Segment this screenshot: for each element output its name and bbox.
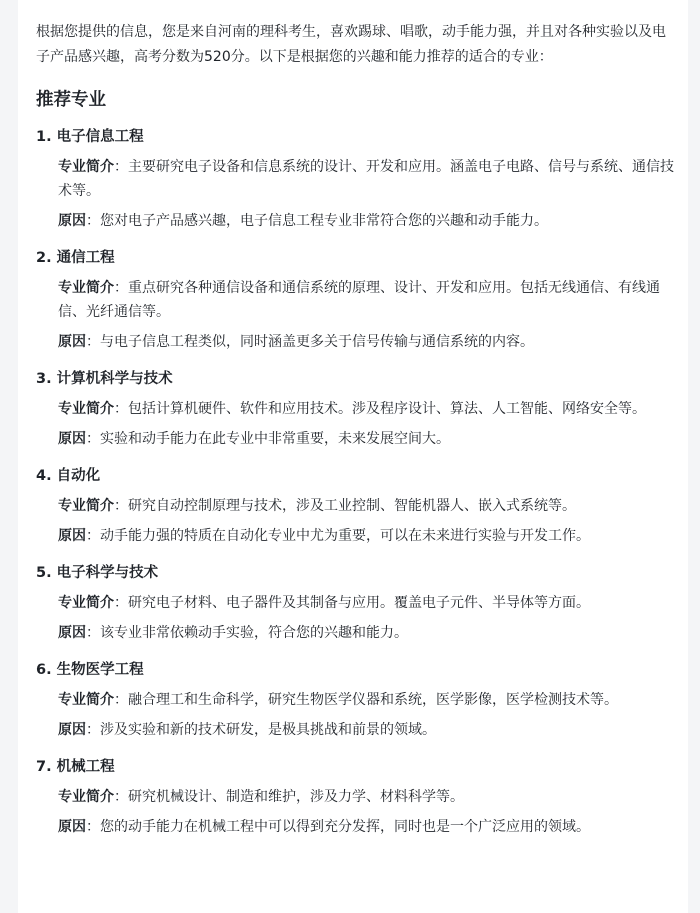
major-intro — [58, 688, 674, 712]
reason-key: 原因 — [58, 819, 86, 835]
major-title: 1. 电子信息工程 — [36, 129, 144, 145]
intro-value: 包括计算机硬件、软件和应用技术。涉及程序设计、算法、人工智能、网络安全等。 — [128, 401, 646, 417]
reason-value: 实验和动手能力在此专业中非常重要，未来发展空间大。 — [100, 431, 450, 447]
reason-sep: ： — [86, 213, 100, 229]
major-intro — [58, 785, 674, 809]
major-reason — [58, 427, 674, 451]
majors-list — [36, 126, 674, 839]
section-title: 推荐专业 — [36, 90, 106, 110]
reason-key: 原因 — [58, 528, 86, 544]
reason-value: 您的动手能力在机械工程中可以得到充分发挥，同时也是一个广泛应用的领域。 — [100, 819, 590, 835]
intro-sep: ： — [114, 692, 128, 708]
major-reason — [58, 209, 674, 233]
reason-sep: ： — [86, 819, 100, 835]
intro-sep: ： — [114, 280, 128, 296]
reason-key: 原因 — [58, 722, 86, 738]
intro-value: 融合理工和生命科学，研究生物医学仪器和系统，医学影像，医学检测技术等。 — [128, 692, 618, 708]
major-intro — [58, 276, 674, 324]
intro-value: 重点研究各种通信设备和通信系统的原理、设计、开发和应用。包括无线通信、有线通信、光纤通信等。 — [58, 280, 660, 320]
reason-key: 原因 — [58, 625, 86, 641]
reason-value: 您对电子产品感兴趣，电子信息工程专业非常符合您的兴趣和动手能力。 — [100, 213, 548, 229]
intro-key: 专业简介 — [58, 692, 114, 708]
reason-value: 涉及实验和新的技术研发，是极具挑战和前景的领域。 — [100, 722, 436, 738]
reason-sep: ： — [86, 431, 100, 447]
intro-key: 专业简介 — [58, 280, 114, 296]
major-intro — [58, 591, 674, 615]
major-item — [36, 126, 674, 233]
intro-sep: ： — [114, 789, 128, 805]
major-title: 3. 计算机科学与技术 — [36, 371, 173, 387]
major-intro — [58, 494, 674, 518]
intro-paragraph: 根据您提供的信息，您是来自河南的理科考生，喜欢踢球、唱歌，动手能力强，并且对各种实验以及电子产品感兴趣，高考分数为520分。以下是根据您的兴趣和能力推荐的适合的专业： — [36, 24, 666, 65]
major-intro — [58, 155, 674, 203]
major-title: 7. 机械工程 — [36, 759, 115, 775]
intro-sep: ： — [114, 159, 128, 175]
intro-sep: ： — [114, 401, 128, 417]
reason-value: 与电子信息工程类似，同时涵盖更多关于信号传输与通信系统的内容。 — [100, 334, 534, 350]
major-title: 4. 自动化 — [36, 468, 101, 484]
intro-value: 主要研究电子设备和信息系统的设计、开发和应用。涵盖电子电路、信号与系统、通信技术等。 — [58, 159, 674, 199]
reason-key: 原因 — [58, 213, 86, 229]
major-reason — [58, 330, 674, 354]
major-item — [36, 756, 674, 839]
reason-value: 该专业非常依赖动手实验，符合您的兴趣和能力。 — [100, 625, 408, 641]
major-reason — [58, 524, 674, 548]
major-reason — [58, 815, 674, 839]
reason-key: 原因 — [58, 334, 86, 350]
major-reason — [58, 621, 674, 645]
major-item — [36, 465, 674, 548]
major-title: 2. 通信工程 — [36, 250, 115, 266]
major-title: 5. 电子科学与技术 — [36, 565, 159, 581]
intro-value: 研究电子材料、电子器件及其制备与应用。覆盖电子元件、半导体等方面。 — [128, 595, 590, 611]
reason-sep: ： — [86, 722, 100, 738]
intro-key: 专业简介 — [58, 789, 114, 805]
message-card — [18, 0, 688, 913]
intro-value: 研究机械设计、制造和维护，涉及力学、材料科学等。 — [128, 789, 464, 805]
intro-value: 研究自动控制原理与技术，涉及工业控制、智能机器人、嵌入式系统等。 — [128, 498, 576, 514]
intro-key: 专业简介 — [58, 401, 114, 417]
reason-sep: ： — [86, 625, 100, 641]
major-item — [36, 562, 674, 645]
major-reason — [58, 718, 674, 742]
intro-key: 专业简介 — [58, 498, 114, 514]
reason-sep: ： — [86, 334, 100, 350]
reason-sep: ： — [86, 528, 100, 544]
major-title: 6. 生物医学工程 — [36, 662, 144, 678]
intro-key: 专业简介 — [58, 595, 114, 611]
major-intro — [58, 397, 674, 421]
major-item — [36, 368, 674, 451]
intro-key: 专业简介 — [58, 159, 114, 175]
reason-key: 原因 — [58, 431, 86, 447]
major-item — [36, 247, 674, 354]
major-item — [36, 659, 674, 742]
reason-value: 动手能力强的特质在自动化专业中尤为重要，可以在未来进行实验与开发工作。 — [100, 528, 590, 544]
intro-sep: ： — [114, 595, 128, 611]
intro-sep: ： — [114, 498, 128, 514]
